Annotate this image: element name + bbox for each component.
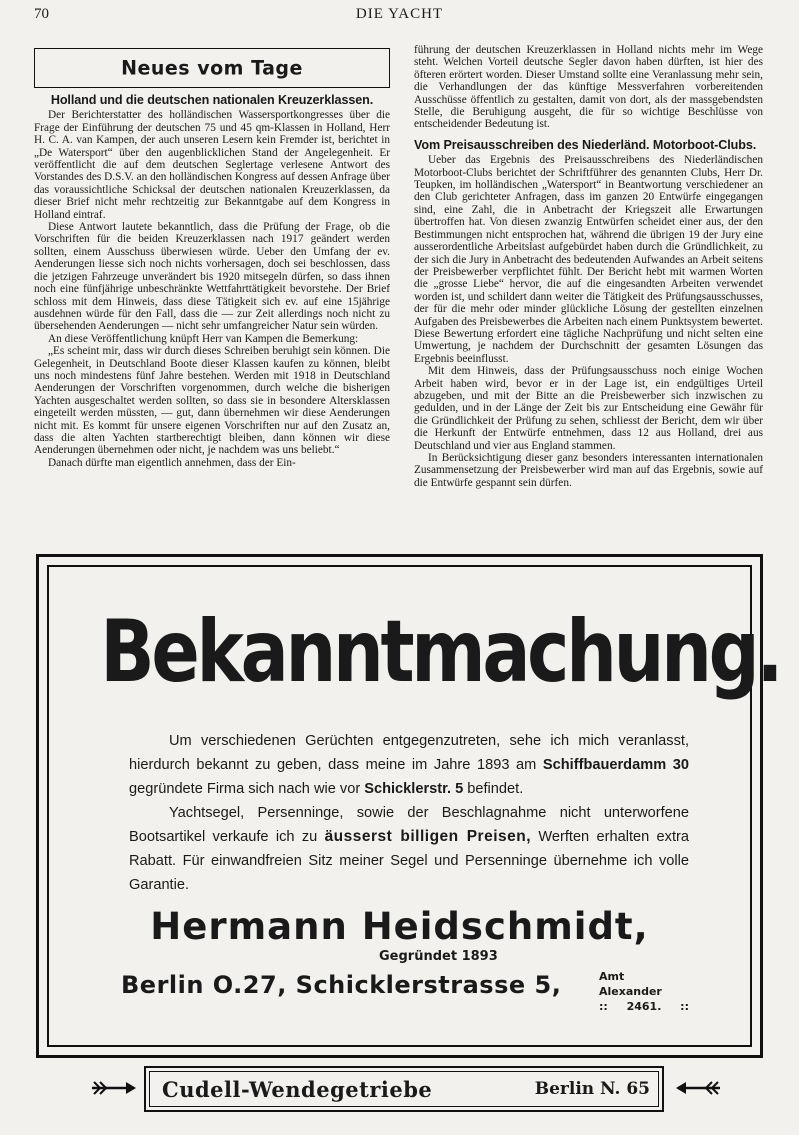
paragraph: Danach dürfte man eigentlich annehmen, dass der Ein- bbox=[48, 456, 296, 469]
ad-phone-mark: :: bbox=[680, 1000, 689, 1013]
ad-text: Werften erhalten extra Rabatt. Für einwandfreien Sitz meiner Segel und Persenninge übernehme ich volle Garantie. bbox=[129, 829, 689, 893]
ad-text: Yachtsegel, Persenninge, sowie der Beschlagnahme nicht unterworfene Bootsartikel verkaufe ich zu bbox=[129, 805, 689, 845]
ad-text: befindet. bbox=[463, 781, 524, 797]
quoted-paragraph: „Es scheint mir, dass wir durch dieses Schreiben beruhigt sein können. Die Gelegenheit, in Deutschland Boote dieser Klassen kaufen zu können, bleibt uns noch mindestens fünf Jahre bestehen. Werden mit 1918 in Deutschland Aenderungen der Vorschriften vorgenommen, durch welche die bisherigen Yachten ausgeschaltet werden sollten, so dass sie in besondere Altersklassen eingeteilt werden müssten, — gut, dann übernehmen wir diese Aenderungen nicht mit. Es kommt für unsere eigenen Vorschriften nur auf den Zusatz an, dass die alten Yachten startberechtigt bleiben, dann können wir diese Aenderungen übernehmen oder nicht, je nachdem was uns beliebt.“ bbox=[34, 345, 390, 457]
paragraph: Ueber das Ergebnis des Preisausschreibens des Niederländischen Motorboot-Clubs berichtet der Schriftführer des genannten Clubs, Herr Dr. Teupken, im holländischen „Watersport“ in Beantwortung verschiedener an den Club gerichteter Anfragen, dass im ganzen 20 Entwürfe eingegangen sind, eine Zahl, die in Anbetracht der Kriegszeit alle Erwartungen übertroffen hat. Von diesen zwanzig Entwürfen scheidet einer aus, der den Bestimmungen nicht entsprochen hat, während die übrigen 19 der Jury eine ausserordentliche Arbeitslast aufgebürdet haben durch die Gründlichkeit, zu der sich die Jury in Anbetracht des bedeutenden Aufwandes an Arbeit seitens der Preisbewerber verpflichtet fühlt. Der Bericht hebt mit warmen Worten die „grosse Liebe“ hervor, die auf die eingesandten Arbeiten verwendet worden ist, und schildert dann weiter die Tätigkeit des Prüfungsausschusses, der für die mehr oder minder glückliche Lösung der gestellten einzelnen Aufgaben des Preisbewerbes die Arbeiten nach einem Punktsystem bewertet. Diese Bewertung erfordert eine tägliche Nachprüfung und nicht selten eine Umwertung, je nachdem der Durchschnitt der gesamten Lösungen das Ergebnis beeinflusst. bbox=[414, 154, 763, 365]
ad-phone bbox=[599, 969, 689, 1014]
ad-paragraph bbox=[129, 729, 689, 801]
ad-text: gegründete Firma sich nach wie vor bbox=[129, 781, 365, 797]
section-title-box bbox=[34, 48, 390, 88]
ad-body bbox=[129, 729, 689, 897]
advertisement-frame bbox=[36, 554, 781, 1058]
ad-bold-text: Schiffbauerdamm 30 bbox=[542, 757, 689, 773]
bottom-ad-city: Berlin N. 65 bbox=[534, 1079, 650, 1099]
arrow-left-icon bbox=[674, 1080, 722, 1096]
bottom-advertisement bbox=[144, 1066, 664, 1112]
left-column bbox=[34, 44, 390, 469]
bottom-ad-name: Cudell-Wendegetriebe bbox=[162, 1076, 433, 1102]
ad-text: Um verschiedenen Gerüchten entgegenzutreten, sehe ich mich veranlasst, hierdurch bekannt zu geben, dass meine im Jahre 1893 am bbox=[129, 733, 689, 773]
ad-firm-name: Hermann Heidschmidt, bbox=[150, 905, 649, 948]
ad-bold-text: Schicklerstr. 5 bbox=[364, 781, 464, 797]
paragraph: Mit dem Hinweis, dass der Prüfungsausschuss noch einige Wochen Arbeit haben wird, bevor er in der Lage ist, ein endgültiges Urteil abzugeben, und mit der Bitte an die Preisbewerber sich inzwischen zu gedulden, und in der Länge der Zeit bis zur Entscheidung eine Gewähr für die Gründlichkeit der Prüfung zu sehen, schliesst der Bericht, dem wir über die Herkunft der Entwürfe entnehmen, dass 12 aus Holland, drei aus Deutschland und vier aus England stammen. bbox=[414, 365, 763, 452]
section-title: Neues vom Tage bbox=[121, 56, 303, 80]
paragraph: Diese Antwort lautete bekanntlich, dass die Prüfung der Frage, ob die Vorschriften für die beiden Kreuzerklassen nach 1917 geändert werden sollten, einem Ausschuss überwiesen würde. Ueber den Umfang der ev. Aenderungen liesse sich noch nichts vorhersagen, doch sei beschlossen, dass die jetzigen Fahrzeuge unverändert bis 1920 mitsegeln dürfen, so dass ihnen noch eine fünfjährige unbeschränkte Wettfahrttätigkeit bevorstehe. Der Brief schloss mit dem Hinweis, dass diese Tätigkeit sich ev. auf eine 15jährige ausdehnen würde für den Fall, dass die — zur Zeit allerdings noch nicht zu übersehenden Aenderungen — nicht sehr umfangreicher Natur sein würden. bbox=[34, 221, 390, 333]
arrow-right-icon bbox=[90, 1080, 138, 1096]
article-headline-holland: Holland und die deutschen nationalen Kreuzerklassen. bbox=[50, 93, 374, 107]
ad-paragraph bbox=[129, 801, 689, 897]
ad-phone-mark: :: bbox=[599, 1000, 608, 1013]
paragraph: Der Berichterstatter des holländischen Wassersportkongresses über die Frage der Einführung der deutschen 75 und 45 qm-Klassen in Holland, Herr H. C. A. van Kampen, der auch unseren Lesern kein Fremder ist, berichtet in „De Watersport“ über den augenblicklichen Stand der Angelegenheit. Er veröffentlicht die auf dem deutschen Seglertage verlesene Antwort des Vorstandes des D.S.V. an den holländischen Kongress auf dessen Anfrage über das voraussichtliche Schicksal der deutschen nationalen Kreuzerklassen, da dieser Brief nicht mehr rechtzeitig zur Bekanntgabe auf dem Kongress in Holland eintraf. bbox=[34, 109, 390, 221]
ad-phone-number: 2461. bbox=[626, 1000, 662, 1013]
paragraph: In Berücksichtigung dieser ganz besonders interessanten internationalen Zusammensetzung der Preisbewerber wird man auf das Ergebnis, sowie auf die Entwürfe gespannt sein dürfen. bbox=[414, 452, 763, 489]
ad-founded: Gegründet 1893 bbox=[379, 949, 498, 964]
running-title: DIE YACHT bbox=[355, 6, 444, 22]
page-number: 70 bbox=[34, 6, 49, 22]
ad-phone-label: Amt Alexander bbox=[599, 970, 662, 998]
article-headline-motorboot: Vom Preisausschreiben des Niederländ. Motorboot-Clubs. bbox=[414, 137, 757, 152]
paragraph: An diese Veröffentlichung knüpft Herr van Kampen die Bemerkung: bbox=[48, 332, 359, 345]
right-column bbox=[414, 44, 763, 489]
ad-address: Berlin O.27, Schicklerstrasse 5, bbox=[121, 971, 562, 999]
ad-phone-line bbox=[599, 999, 689, 1014]
continued-paragraph: führung der deutschen Kreuzerklassen in Holland nichts mehr im Wege steht. Welchen Vorteil deutsche Segler davon haben dürften, ist hier des öfteren erörtert worden. Dieser Umstand sollte eine Veranlassung mehr sein, die Verhandlungen der das künftige Messverfahren vorbereitenden Ausschüsse öffentlich zu gestalten, damit von dort, als der massgebendsten Stelle, die Beruhigung ausgeht, die für so wichtige Beschlüsse von entscheidender Bedeutung ist. bbox=[414, 44, 763, 131]
ad-title: Bekanntmachung. bbox=[100, 602, 781, 702]
ad-bold-text: äusserst billigen Preisen, bbox=[324, 828, 532, 845]
